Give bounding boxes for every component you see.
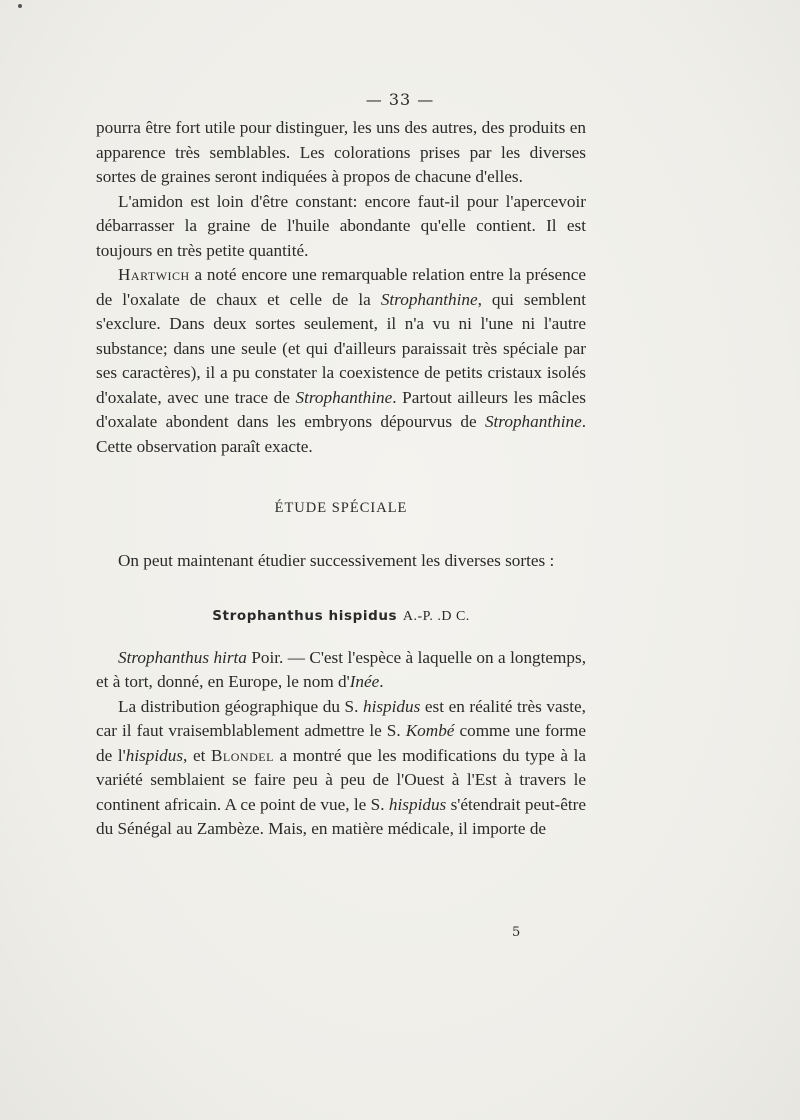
text-segment: a noté encore une remarquable relation entre la présence de l'oxalate de chaux et celle de la: [96, 265, 586, 309]
paragraph-p3: [96, 263, 586, 459]
text-segment: Blondel: [210, 745, 274, 765]
text-segment: , et: [183, 745, 211, 765]
species-heading: [96, 604, 586, 630]
text-segment: hispidus: [362, 696, 421, 716]
text-segment: .: [379, 672, 384, 691]
text-segment: Strophanthine: [484, 412, 582, 431]
paragraph-p1: [96, 116, 586, 190]
ink-speck: [18, 4, 22, 8]
text-segment: Inée: [349, 672, 380, 691]
intro-paragraph: On peut maintenant étudier successivement les diverses sortes :: [118, 550, 555, 570]
text-segment: Strophanthine: [295, 387, 393, 407]
paragraph-s2: [96, 695, 586, 842]
text-segment: pourra être fort utile pour distinguer, les uns des autres, des produits en apparence très semblables. Les colorations prises par les diverses sortes de graines seront indiquées à propos de chacune d'elles.: [96, 118, 586, 186]
text-segment: Strophanthus hirta: [118, 647, 247, 667]
text-segment: s'étendrait peut-être du Sénégal au Zambèze. Mais, en matière médicale, il importe de: [96, 794, 586, 838]
paragraph-p2: [96, 190, 586, 264]
page-number: — 33 —: [365, 90, 435, 109]
text-segment: La distribution géographique du S.: [118, 696, 363, 716]
species-name: Strophanthus hispidus: [212, 608, 398, 624]
text-segment: . Partout ailleurs les mâcles d'oxalate abondent dans les embryons dépourvus de: [96, 387, 586, 431]
text-segment: Kombé: [405, 721, 455, 740]
section-heading: ÉTUDE SPÉCIALE: [274, 500, 408, 516]
text-body: [96, 116, 586, 842]
signature-mark: 5: [512, 925, 521, 940]
text-segment: hispidus: [125, 745, 184, 765]
species-author: A.-P. .D C.: [402, 609, 470, 624]
text-segment: L'amidon est loin d'être constant: encore faut-il pour l'apercevoir débarrasser la graine de l'huile abondante qu'elle contient. Il est toujours en très petite quantité.: [96, 191, 586, 260]
text-segment: . Cette observation paraît exacte.: [96, 412, 586, 456]
text-segment: hispidus: [388, 794, 447, 814]
text-segment: Hartwich: [118, 265, 190, 284]
text-segment: , qui semblent s'exclure. Dans deux sortes seulement, il n'a vu ni l'une ni l'autre substance; dans une seule (et qui d'ailleurs paraissait très spéciale par ses caractères), il a pu constater la coexistence de petits cristaux isolés d'oxalate, avec une trace de: [96, 289, 586, 407]
text-segment: Strophanthine: [380, 289, 478, 309]
text-segment: Poir. — C'est l'espèce à laquelle on a longtemps, et à tort, donné, en Europe, le nom d': [96, 647, 587, 691]
paragraph-s1: [96, 646, 586, 695]
text-segment: est en réalité très vaste, car il faut vraisemblablement admettre le S.: [96, 696, 586, 740]
text-segment: comme une forme de l': [96, 721, 586, 765]
text-segment: a montré que les modifications du type à la variété semblaient se faire peu à peu de l'Ouest à l'Est à travers le continent africain. A ce point de vue, le S.: [96, 745, 586, 814]
